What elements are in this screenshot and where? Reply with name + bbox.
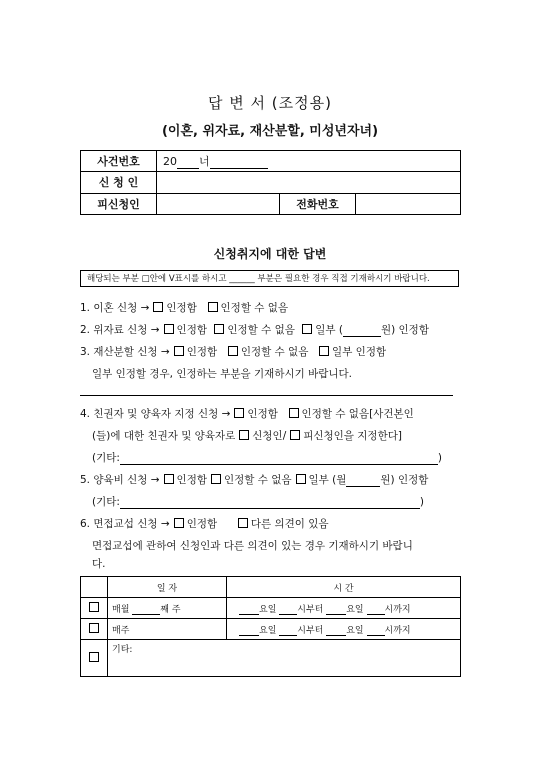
respondent-field[interactable]	[157, 193, 280, 214]
checkbox[interactable]	[290, 430, 300, 440]
row1-day: 매월 째 주	[108, 598, 227, 619]
case-info-table	[80, 150, 461, 215]
row1-time: 요일 시부터 요일 시까지	[227, 598, 461, 619]
checkbox[interactable]	[234, 408, 244, 418]
other-field[interactable]	[120, 453, 438, 465]
checkbox[interactable]	[211, 474, 221, 484]
row3-other[interactable]: 기타:	[108, 640, 461, 677]
item4-line2: (들)에 대한 친권자 및 양육자로 신청인/ 피신청인을 지정한다]	[92, 430, 402, 442]
other-field[interactable]	[120, 497, 420, 509]
item3-write-line[interactable]	[80, 395, 453, 396]
item-child-support: 5. 양육비 신청 → 인정함 인정할 수 없음 일부 (월 원) 인정함	[80, 474, 429, 486]
phone-label: 전화번호	[280, 193, 356, 214]
col-day-header: 일 자	[108, 577, 227, 598]
case-no-label: 사건번호	[81, 151, 157, 172]
checkbox[interactable]	[289, 408, 299, 418]
item-consolation: 2. 위자료 신청 → 인정함 인정할 수 없음 일부 ( 원) 인정함	[80, 324, 429, 336]
item5-other: (기타: )	[92, 496, 425, 508]
checkbox[interactable]	[214, 324, 224, 334]
checkbox[interactable]	[174, 518, 184, 528]
respondent-label: 피신청인	[81, 193, 157, 214]
page-title: 답 변 서 (조정용)	[208, 94, 332, 112]
item3-note: 일부 인정할 경우, 인정하는 부분을 기재하시기 바랍니다.	[92, 368, 352, 380]
row2-time: 요일 시부터 요일 시까지	[227, 619, 461, 640]
item-visitation: 6. 면접교섭 신청 → 인정함 다른 의견이 있음	[80, 518, 329, 530]
checkbox[interactable]	[164, 474, 174, 484]
checkbox[interactable]	[319, 346, 329, 356]
applicant-field[interactable]	[157, 172, 461, 193]
item-property-division: 3. 재산분할 신청 → 인정함 인정할 수 없음 일부 인정함	[80, 346, 387, 358]
section-title: 신청취지에 대한 답변	[213, 247, 327, 261]
checkbox[interactable]	[208, 302, 218, 312]
checkbox[interactable]	[238, 518, 248, 528]
visitation-schedule-table	[80, 576, 461, 677]
case-no-mid: 너	[199, 155, 210, 169]
checkbox[interactable]	[89, 623, 99, 633]
checkbox[interactable]	[89, 652, 99, 662]
item6-note2: 다.	[92, 558, 106, 570]
checkbox[interactable]	[174, 346, 184, 356]
amount-field[interactable]	[343, 325, 381, 337]
item4-other: (기타: )	[92, 452, 443, 464]
case-no-field[interactable]	[157, 151, 461, 172]
checkbox[interactable]	[302, 324, 312, 334]
checkbox[interactable]	[89, 602, 99, 612]
checkbox[interactable]	[153, 302, 163, 312]
page-subtitle: (이혼, 위자료, 재산분할, 미성년자녀)	[161, 124, 379, 139]
phone-field[interactable]	[356, 193, 461, 214]
item-custody: 4. 친권자 및 양육자 지정 신청 → 인정함 인정할 수 없음[사건본인	[80, 408, 414, 420]
applicant-label: 신 청 인	[81, 172, 157, 193]
checkbox[interactable]	[164, 324, 174, 334]
item-divorce: 1. 이혼 신청 → 인정함 인정할 수 없음	[80, 302, 289, 314]
checkbox[interactable]	[296, 474, 306, 484]
amount-field[interactable]	[346, 475, 380, 487]
row2-day: 매주	[108, 619, 227, 640]
item6-note: 면접교섭에 관하여 신청인과 다른 의견이 있는 경우 기재하시기 바랍니	[92, 540, 413, 552]
col-time-header: 시 간	[227, 577, 461, 598]
case-no-prefix: 20	[163, 155, 177, 169]
checkbox[interactable]	[228, 346, 238, 356]
checkbox[interactable]	[239, 430, 249, 440]
notice-box: 해당되는 부분 □안에 V표시를 하시고 ______ 부분은 필요한 경우 직접 기재하시기 바랍니다.	[80, 270, 459, 287]
